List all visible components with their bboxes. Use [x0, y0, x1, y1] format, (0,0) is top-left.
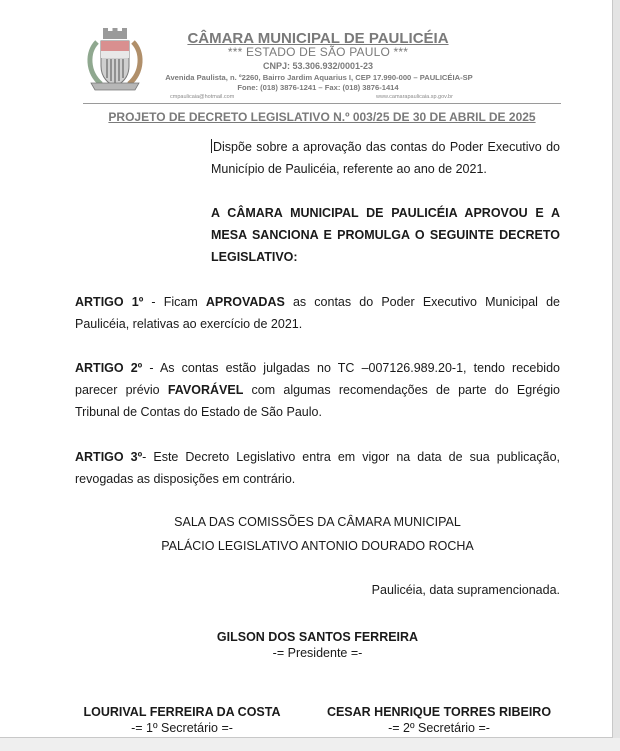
article-3 [75, 446, 560, 490]
article-2 [75, 357, 560, 423]
article-3-label: ARTIGO 3º [75, 450, 143, 464]
first-secretary-role: -= 1º Secretário =- [131, 721, 233, 735]
article-2-text-end: com algumas recomendações de parte do Egrégio Tribunal de Contas do Estado de São Paulo. [75, 383, 561, 419]
article-2-emphasis: FAVORÁVEL [167, 383, 244, 397]
coat-of-arms-logo [83, 28, 147, 92]
viewer-bottom-bar [0, 738, 620, 751]
president-role: -= Presidente =- [272, 646, 363, 660]
article-3-text: - Este Decreto Legislativo entra em vigor na data de sua publicação, revogadas as disposições em contrário. [75, 450, 561, 486]
council-name: CÂMARA MUNICIPAL DE PAULICÉIA [187, 30, 449, 47]
article-1-text-end: as contas do Poder Executivo Municipal de Paulicéia, relativas ao exercício de 2021. [75, 295, 560, 331]
closing-line-2: PALÁCIO LEGISLATIVO ANTONIO DOURADO ROCHA [161, 539, 474, 553]
article-1 [75, 291, 560, 335]
article-2-text: - As contas estão julgadas no TC –007126.989.20-1, tendo recebido parecer prévio [75, 361, 560, 397]
summary-text: Dispõe sobre a aprovação das contas do Poder Executivo do Município de Paulicéia, referente ao ano de 2021. [211, 140, 560, 176]
summary-paragraph[interactable] [211, 136, 560, 180]
cnpj-line: CNPJ: 53.306.932/0001-23 [262, 61, 374, 71]
president-name: GILSON DOS SANTOS FERREIRA [216, 630, 419, 644]
website-text: www.camarapaulicaia.sp.gov.br [376, 94, 453, 100]
article-2-label: ARTIGO 2º [75, 361, 143, 375]
first-secretary-name: LOURIVAL FERREIRA DA COSTA [83, 705, 281, 719]
preamble-paragraph: A CÂMARA MUNICIPAL DE PAULICÉIA APROVOU E A MESA SANCIONA E PROMULGA O SEGUINTE DECRETO LEGISLATIVO: [211, 206, 560, 264]
closing-line-1: SALA DAS COMISSÕES DA CÂMARA MUNICIPAL [174, 515, 461, 529]
article-1-emphasis: APROVADAS [205, 295, 285, 309]
second-secretary-role: -= 2º Secretário =- [388, 721, 490, 735]
date-line: Paulicéia, data supramencionada. [371, 583, 560, 597]
vertical-scrollbar[interactable] [613, 0, 620, 751]
article-1-text: - Ficam [143, 295, 206, 309]
article-1-label: ARTIGO 1º [75, 295, 144, 309]
phone-line: Fone: (018) 3876-1241 – Fax: (018) 3876-1414 [237, 83, 399, 92]
text-cursor [211, 139, 212, 153]
project-title: PROJETO DE DECRETO LEGISLATIVO N.º 003/25 DE 30 DE ABRIL DE 2025 [108, 110, 536, 124]
second-secretary-name: CESAR HENRIQUE TORRES RIBEIRO [326, 705, 552, 719]
header-divider [83, 103, 561, 104]
state-line: *** ESTADO DE SÃO PAULO *** [227, 45, 409, 59]
email-text: cmpaulicaia@hotmail.com [170, 94, 235, 100]
address-line: Avenida Paulista, n. º2260, Bairro Jardim Aquarius I, CEP 17.990-000 – PAULICÉIA-SP [165, 73, 473, 82]
